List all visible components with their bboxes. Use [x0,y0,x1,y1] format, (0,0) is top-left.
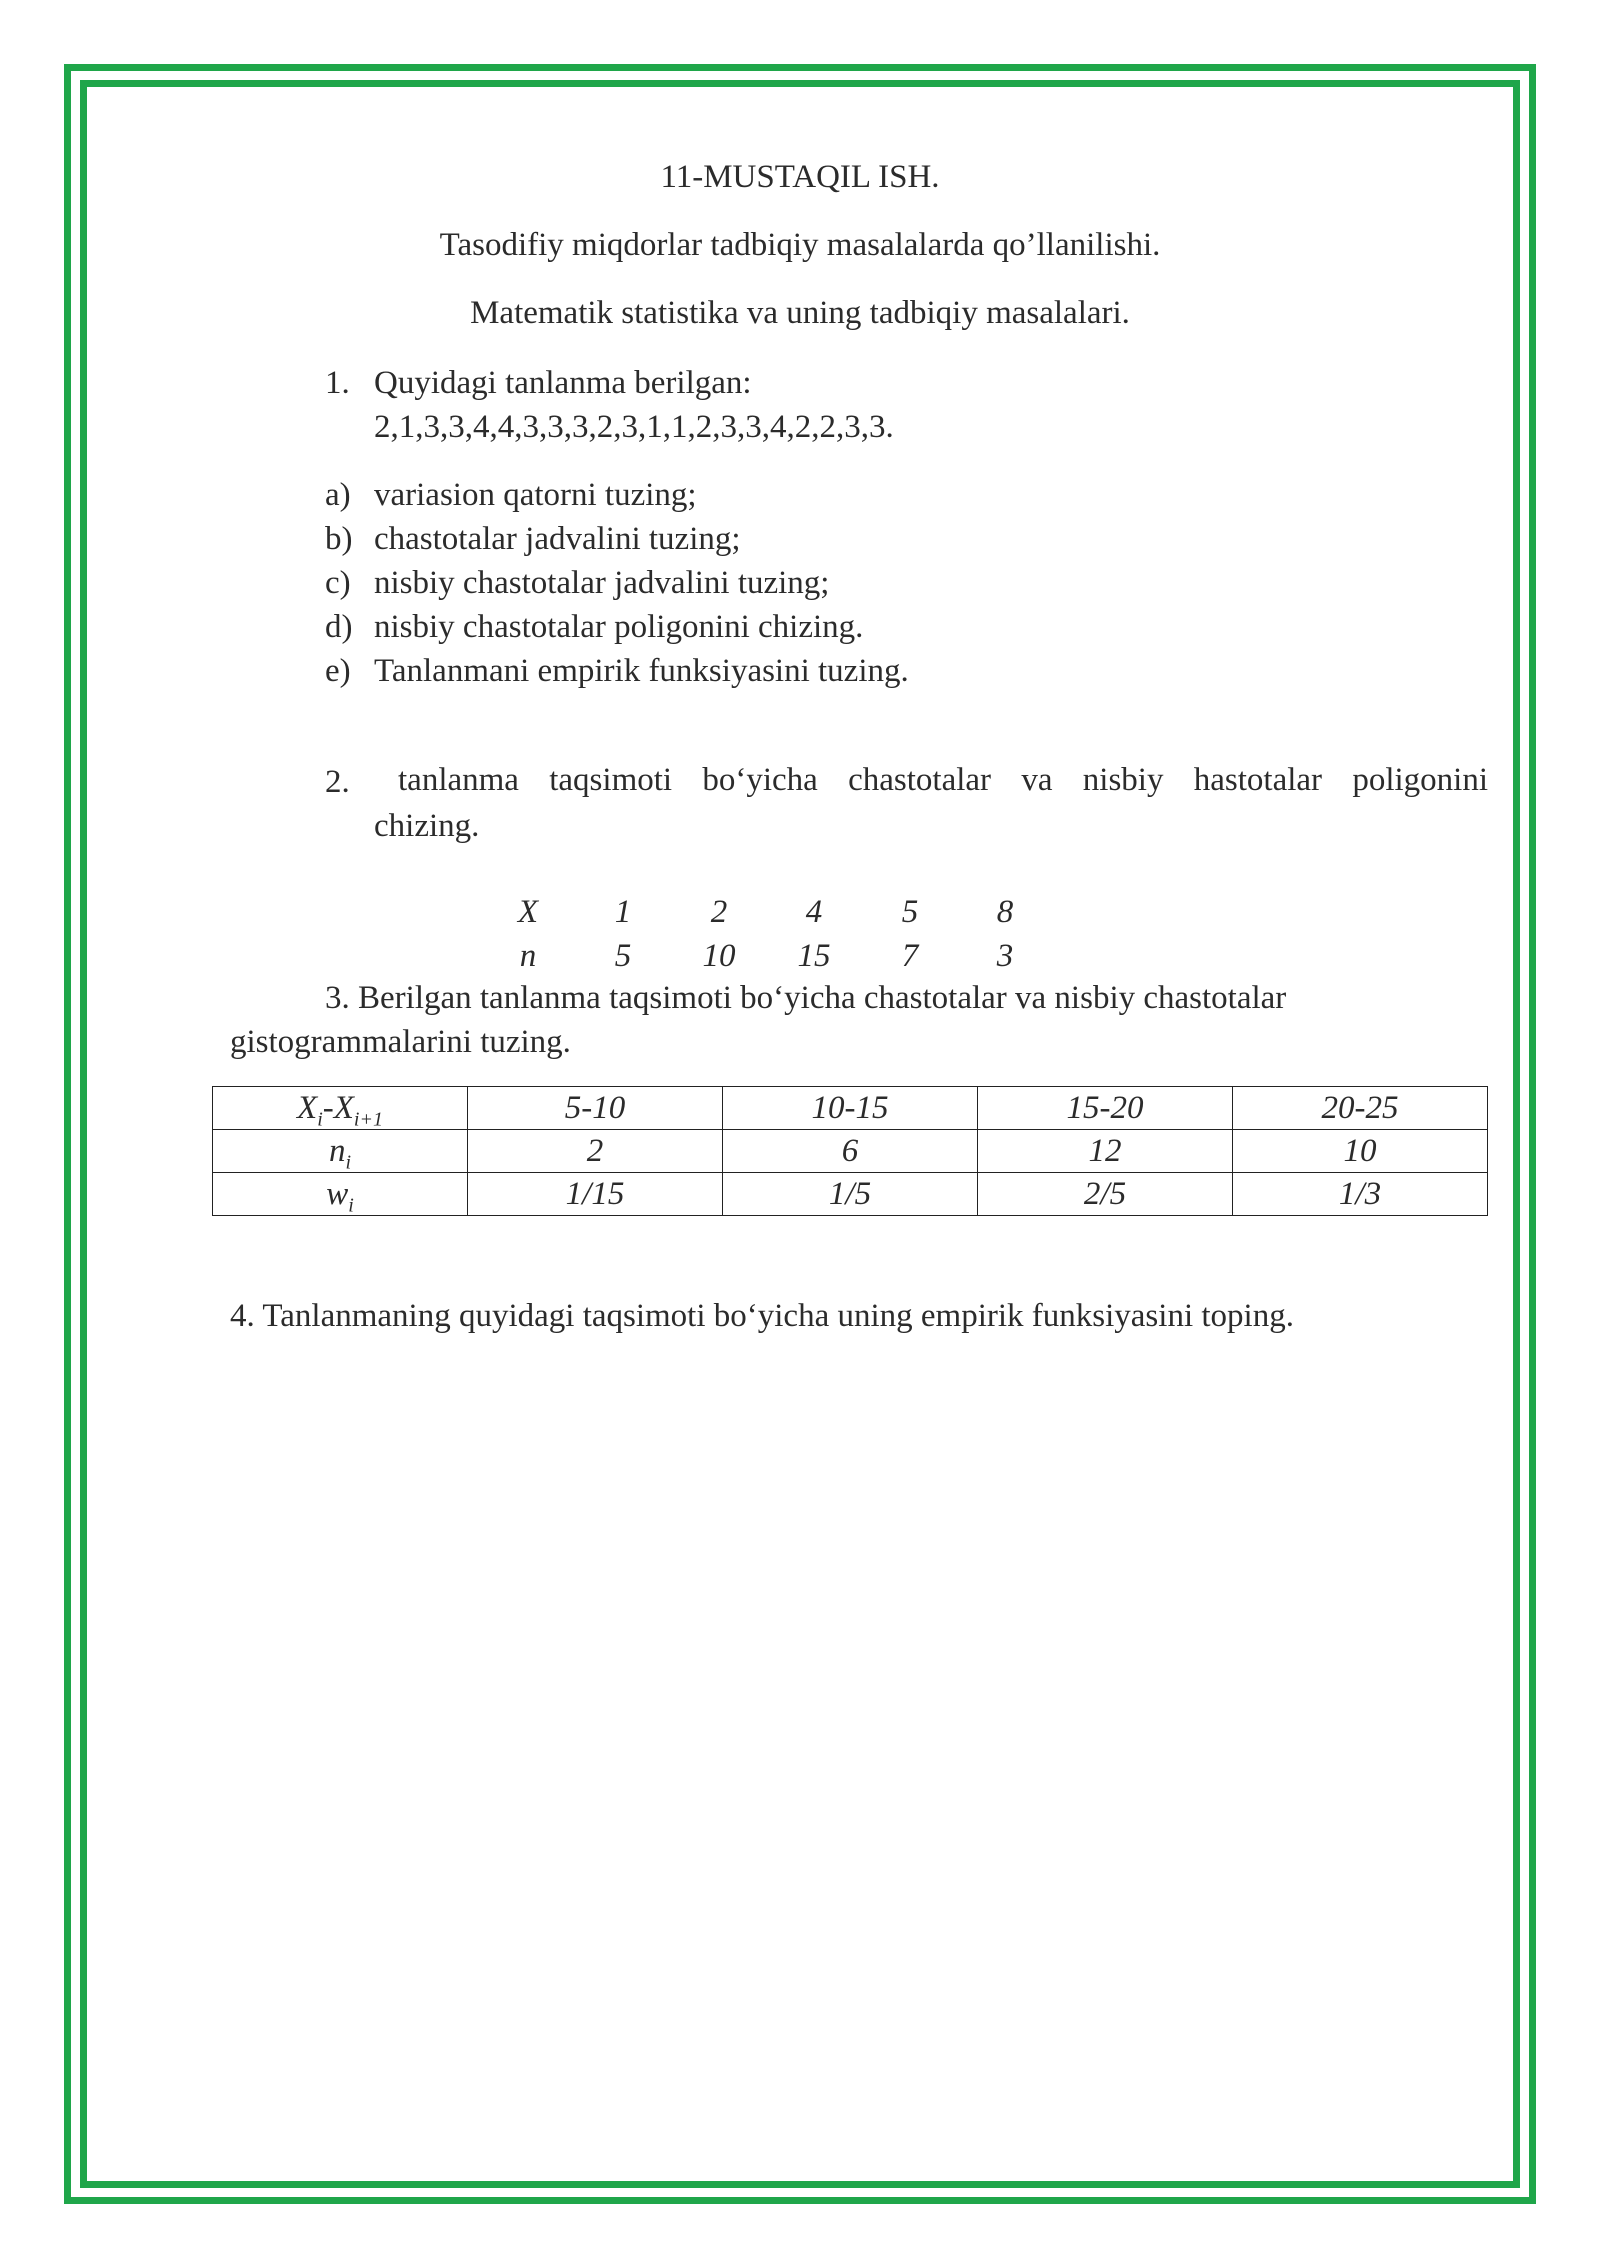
row-label-interval: $X_i-X_{i+1}$ [213,1087,468,1130]
table-cell: 2/5 [978,1173,1233,1216]
task-1-item-text: nisbiy chastotalar poligonini chizing. [374,609,864,645]
table-row [213,1130,1488,1173]
distribution-value: 8 [996,894,1014,930]
table-cell: 1/5 [723,1173,978,1216]
distribution-value: 4 [805,894,823,930]
table-cell: 15-20 [978,1087,1233,1130]
distribution-value: 2 [710,894,728,930]
task-1-text: Quyidagi tanlanma berilgan: [374,365,752,401]
subtitle-section: Matematik statistika va uning tadbiqiy masalalari. [470,295,1130,331]
distribution-row-n [0,938,1600,978]
subtitle-topic: Tasodifiy miqdorlar tadbiqiy masalalarda qo’llanilishi. [439,227,1161,263]
task-4-text: 4. Tanlanmaning quyidagi taqsimoti bo‘yicha uning empirik funksiyasini toping. [230,1298,1294,1334]
task-1-item-text: Tanlanmani empirik funksiyasini tuzing. [374,653,909,689]
table-row [213,1087,1488,1130]
task-1-item-text: variasion qatorni tuzing; [374,477,697,513]
row-label-n: $n_i$ [213,1130,468,1173]
table-cell: 10 [1233,1130,1488,1173]
task-1-sample: 2,1,3,3,4,4,3,3,3,2,3,1,1,2,3,3,4,2,2,3,3. [374,409,894,445]
task-1-item-marker: e) [325,653,351,689]
task-2-text-line2: chizing. [374,808,480,844]
page-title: 11-MUSTAQIL ISH. [660,159,940,195]
task-3-text-line1: 3. Berilgan tanlanma taqsimoti bo‘yicha chastotalar va nisbiy chastotalar [325,980,1287,1016]
table-cell: 20-25 [1233,1087,1488,1130]
task-1-item-marker: a) [325,477,351,513]
task-1-item-marker: c) [325,565,351,601]
interval-table [212,1086,1488,1216]
task-3-text-line2: gistogrammalarini tuzing. [230,1024,571,1060]
table-cell: 5-10 [468,1087,723,1130]
task-2-text-line1: tanlanma taqsimoti bo‘yicha chastotalar va nisbiy hastotalar poligonini [398,762,1488,798]
task-1-item-marker: b) [325,521,353,557]
table-cell: 10-15 [723,1087,978,1130]
table-cell: 1/3 [1233,1173,1488,1216]
task-1-item-text: nisbiy chastotalar jadvalini tuzing; [374,565,830,601]
distribution-count: 7 [901,938,919,974]
distribution-value: 1 [614,894,632,930]
table-cell: 12 [978,1130,1233,1173]
distribution-count: 10 [702,938,736,974]
table-row [213,1173,1488,1216]
table-cell: 2 [468,1130,723,1173]
distribution-label-x: X [517,894,539,930]
task-1-number: 1. [325,365,350,401]
table-cell: 1/15 [468,1173,723,1216]
task-2-number: 2. [325,764,350,800]
distribution-count: 15 [797,938,831,974]
distribution-count: 5 [614,938,632,974]
distribution-row-x [0,894,1600,934]
task-1-item-marker: d) [325,609,353,645]
distribution-value: 5 [901,894,919,930]
distribution-label-n: n [519,938,537,974]
task-1-item-text: chastotalar jadvalini tuzing; [374,521,741,557]
distribution-count: 3 [996,938,1014,974]
table-cell: 6 [723,1130,978,1173]
row-label-w: $w_i$ [213,1173,468,1216]
